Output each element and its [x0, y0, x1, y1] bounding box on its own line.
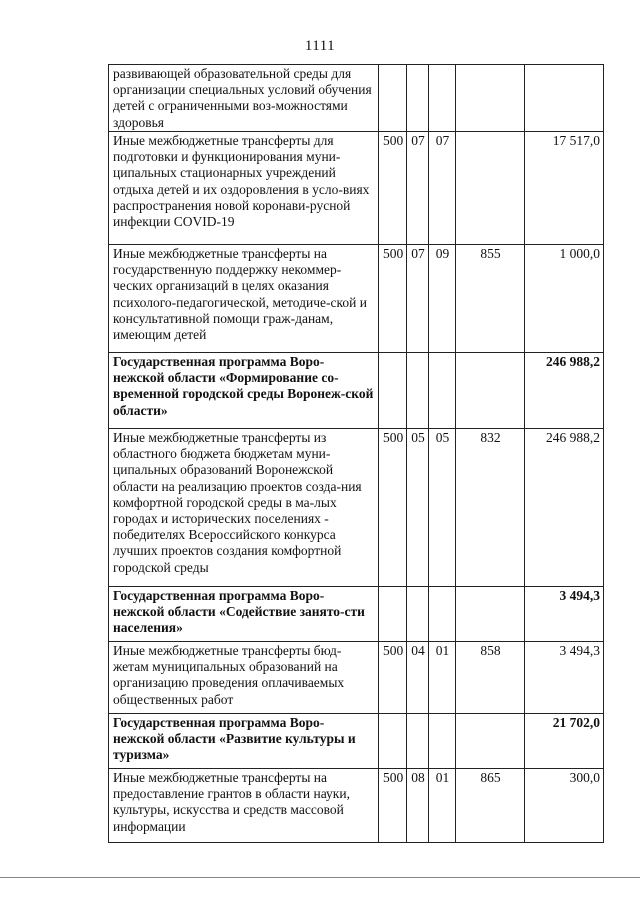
recipient-code-cell	[456, 587, 525, 642]
recipient-code-cell	[456, 353, 525, 429]
code-cell: 500	[379, 132, 407, 245]
section-cell: 05	[407, 429, 429, 587]
section-cell: 08	[407, 769, 429, 843]
code-cell	[379, 65, 407, 132]
program-row	[109, 714, 604, 769]
recipient-code-cell: 858	[456, 642, 525, 714]
subsection-cell	[429, 353, 456, 429]
program-title: Государственная программа Воро-нежской области «Содействие занято-сти населения»	[109, 587, 379, 642]
program-row	[109, 587, 604, 642]
table-row	[109, 429, 604, 587]
section-cell	[407, 65, 429, 132]
table-row	[109, 65, 604, 132]
page-bottom-divider	[0, 877, 640, 878]
row-description: Иные межбюджетные трансферты бюд-жетам муниципальных образований на организацию проведения оплачиваемых общественных работ	[109, 642, 379, 714]
subsection-cell	[429, 714, 456, 769]
subsection-cell	[429, 65, 456, 132]
row-description: Иные межбюджетные трансферты на государственную поддержку некоммер-ческих организаций в целях оказания психолого-педагогической, методиче-ской и консультативной помощи граж-данам, имеющим детей	[109, 245, 379, 353]
code-cell: 500	[379, 429, 407, 587]
subsection-cell	[429, 587, 456, 642]
amount-cell: 300,0	[525, 769, 604, 843]
recipient-code-cell: 865	[456, 769, 525, 843]
subsection-cell: 07	[429, 132, 456, 245]
amount-cell	[525, 65, 604, 132]
program-amount: 246 988,2	[525, 353, 604, 429]
table-row	[109, 642, 604, 714]
page-number: 1111	[304, 38, 336, 54]
row-description: Иные межбюджетные трансферты из областного бюджета бюджетам муни-ципальных образований Воронежской области на реализацию проектов созда-ния комфортной городской среды в ма-лых городах и исторических поселениях - победителях Всероссийского конкурса лучших проектов создания комфортной городской среды	[109, 429, 379, 587]
subsection-cell: 09	[429, 245, 456, 353]
recipient-code-cell: 832	[456, 429, 525, 587]
program-title: Государственная программа Воро-нежской области «Формирование со-временной городской среды Воронеж-ской области»	[109, 353, 379, 429]
section-cell: 07	[407, 132, 429, 245]
section-cell	[407, 353, 429, 429]
budget-table	[108, 64, 604, 843]
code-cell: 500	[379, 769, 407, 843]
table-row	[109, 132, 604, 245]
amount-cell: 17 517,0	[525, 132, 604, 245]
code-cell	[379, 353, 407, 429]
program-row	[109, 353, 604, 429]
recipient-code-cell	[456, 714, 525, 769]
program-amount: 21 702,0	[525, 714, 604, 769]
recipient-code-cell	[456, 65, 525, 132]
section-cell: 07	[407, 245, 429, 353]
subsection-cell: 01	[429, 769, 456, 843]
amount-cell: 1 000,0	[525, 245, 604, 353]
row-description: Иные межбюджетные трансферты для подготовки и функционирования муни-ципальных стационарных учреждений отдыха детей и их оздоровления в усло-виях распространения новой коронави-русной инфекции COVID-19	[109, 132, 379, 245]
amount-cell: 246 988,2	[525, 429, 604, 587]
recipient-code-cell: 855	[456, 245, 525, 353]
row-description: развивающей образовательной среды для организации специальных условий обучения детей с ограниченными воз-можностями здоровья	[109, 65, 379, 132]
program-title: Государственная программа Воро-нежской области «Развитие культуры и туризма»	[109, 714, 379, 769]
section-cell	[407, 714, 429, 769]
section-cell	[407, 587, 429, 642]
table-row	[109, 245, 604, 353]
subsection-cell: 05	[429, 429, 456, 587]
row-description: Иные межбюджетные трансферты на предоставление грантов в области науки, культуры, искусства и средств массовой информации	[109, 769, 379, 843]
table-row	[109, 769, 604, 843]
program-amount: 3 494,3	[525, 587, 604, 642]
code-cell	[379, 714, 407, 769]
code-cell: 500	[379, 642, 407, 714]
code-cell: 500	[379, 245, 407, 353]
recipient-code-cell	[456, 132, 525, 245]
amount-cell: 3 494,3	[525, 642, 604, 714]
subsection-cell: 01	[429, 642, 456, 714]
code-cell	[379, 587, 407, 642]
section-cell: 04	[407, 642, 429, 714]
